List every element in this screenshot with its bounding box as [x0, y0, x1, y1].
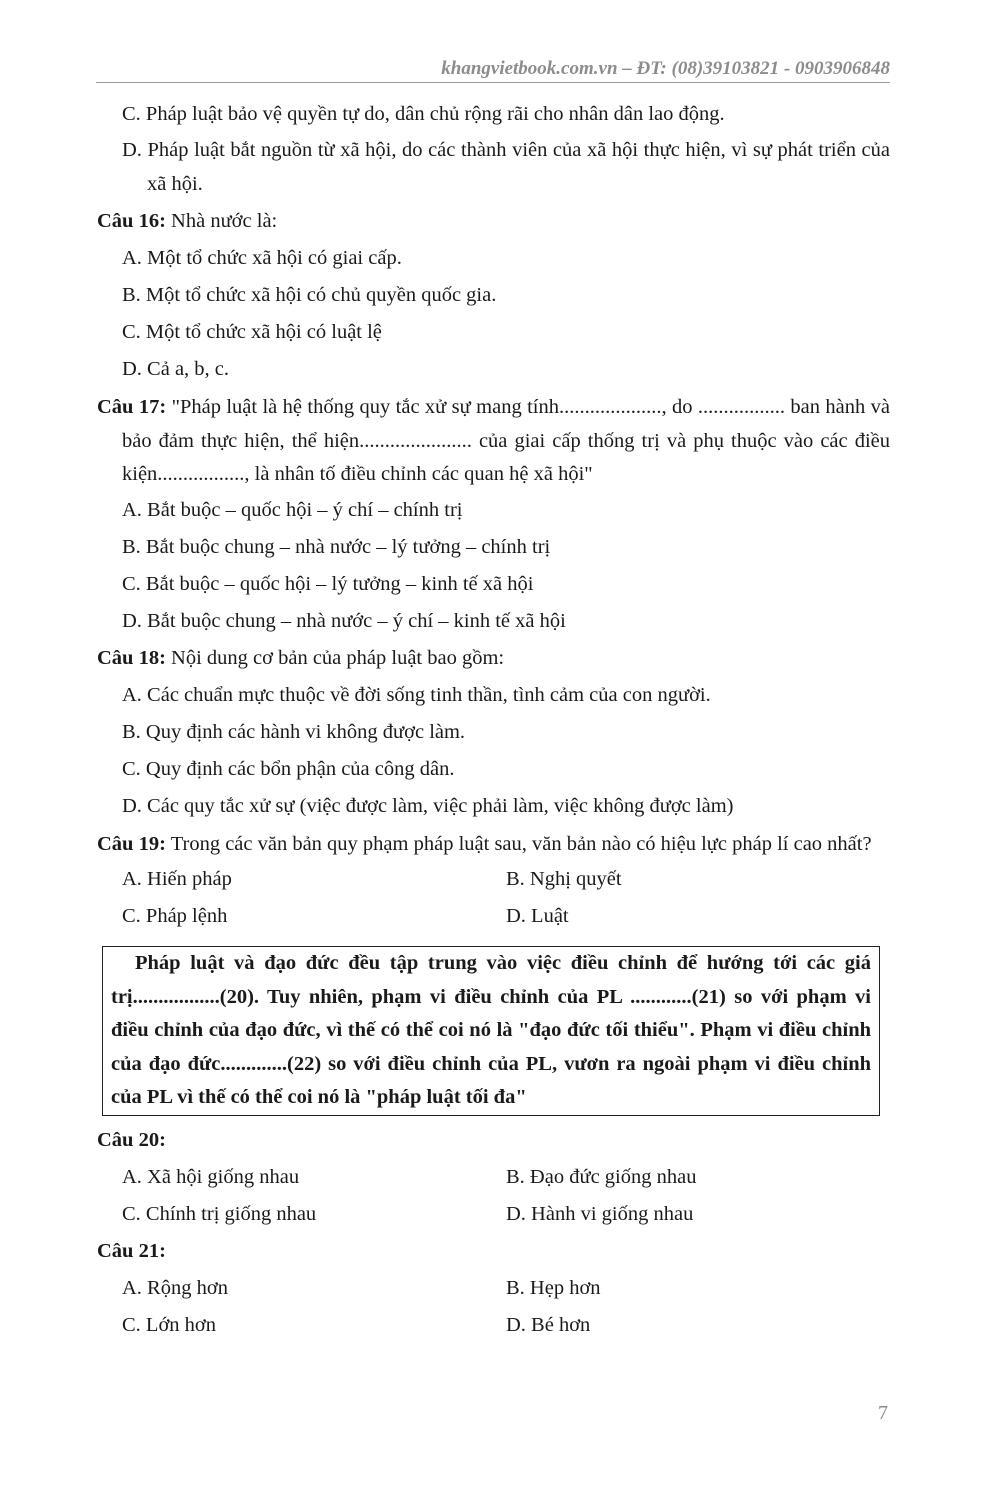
q18-question: [97, 640, 890, 677]
q20-question: [97, 1122, 890, 1159]
q19-label: Câu 19:: [97, 832, 166, 855]
q16-label: Câu 16:: [97, 210, 166, 232]
q18-option-c: C. Quy định các bổn phận của công dân.: [122, 757, 455, 780]
q18-option-a: A. Các chuẩn mực thuộc về đời sống tinh thần, tình cảm của con người.: [122, 683, 711, 706]
q19-text: Trong các văn bản quy phạm pháp luật sau, văn bản nào có hiệu lực pháp lí cao nhất?: [170, 832, 872, 855]
q21-option-c: C. Lớn hơn: [122, 1313, 217, 1336]
header-divider: [96, 82, 890, 83]
q17-text: "Pháp luật là hệ thống quy tắc xử sự mang tính...................., do ................. ban hành và bảo đảm thực hiện, thể hiện...................... của giai cấp thống trị và phụ thuộc vào các điều kiện................., là nhân tố điều chỉnh các quan hệ xã hội": [122, 396, 891, 485]
q20-option-c: C. Chính trị giống nhau: [122, 1202, 317, 1225]
q18-text: Nội dung cơ bản của pháp luật bao gồm:: [171, 646, 505, 669]
q19-question: [97, 825, 890, 862]
q20-options-row-2: [97, 1196, 890, 1233]
q21-label: Câu 21:: [97, 1239, 166, 1262]
q16-option-d: D. Cả a, b, c.: [122, 358, 230, 380]
q19-options-row-1: [97, 861, 890, 898]
q15-option-d: [97, 133, 890, 203]
q17-option-d: D. Bắt buộc chung – nhà nước – ý chí – kinh tế xã hội: [122, 609, 566, 632]
q19-option-c: C. Pháp lệnh: [122, 905, 228, 927]
q21-question: [97, 1233, 890, 1270]
q17-question: [97, 388, 890, 492]
q16-text: Nhà nước là:: [171, 210, 278, 232]
q16-option-b: B. Một tổ chức xã hội có chủ quyền quốc gia.: [122, 284, 497, 306]
q21-option-d: D. Bé hơn: [506, 1313, 591, 1336]
reading-passage-box: [102, 946, 880, 1116]
q20-option-d: D. Hành vi giống nhau: [506, 1202, 694, 1225]
q20-label: Câu 20:: [97, 1128, 166, 1151]
q21-options-row-2: [97, 1307, 890, 1344]
q16-question: [97, 203, 890, 240]
q20-options-row-1: [97, 1159, 890, 1196]
q16-option-c: C. Một tổ chức xã hội có luật lệ: [122, 321, 382, 343]
page-header: khangvietbook.com.vn – ĐT: (08)39103821 - 0903906848: [441, 58, 890, 79]
q19-options-row-2: [97, 898, 890, 935]
q21-option-b: B. Hẹp hơn: [506, 1276, 601, 1299]
reading-passage-text: Pháp luật và đạo đức đều tập trung vào việc điều chỉnh để hướng tới các giá trị.................(20). Tuy nhiên, phạm vi điều chỉnh của PL ............(21) so với phạm vi điều chỉnh của đạo đức, vì thế có thể coi nó là "đạo đức tối thiểu". Phạm vi điều chỉnh của đạo đức.............(22) so với điều chỉnh của PL, vươn ra ngoài phạm vi điều chỉnh của PL vì thế có thể coi nó là "pháp luật tối đa": [111, 952, 871, 1109]
q20-option-a: A. Xã hội giống nhau: [122, 1165, 300, 1188]
q17-option-b: B. Bắt buộc chung – nhà nước – lý tưởng – chính trị: [122, 535, 551, 558]
q19-option-b: B. Nghị quyết: [506, 868, 622, 890]
q17-option-a: A. Bắt buộc – quốc hội – ý chí – chính trị: [122, 498, 463, 521]
q15-option-c: C. Pháp luật bảo vệ quyền tự do, dân chủ rộng rãi cho nhân dân lao động.: [122, 103, 725, 125]
q18-label: Câu 18:: [97, 646, 166, 669]
q20-option-b: B. Đạo đức giống nhau: [506, 1165, 697, 1188]
page-content: [97, 96, 890, 1344]
q16-option-a: A. Một tổ chức xã hội có giai cấp.: [122, 247, 402, 269]
q17-label: Câu 17:: [97, 396, 167, 418]
q15-option-d-text: D. Pháp luật bắt nguồn từ xã hội, do các thành viên của xã hội thực hiện, vì sự phát triển của xã hội.: [122, 139, 890, 195]
q21-options-row-1: [97, 1270, 890, 1307]
q17-option-c: C. Bắt buộc – quốc hội – lý tưởng – kinh tế xã hội: [122, 572, 534, 595]
q21-option-a: A. Rộng hơn: [122, 1276, 228, 1299]
q18-option-d: D. Các quy tắc xử sự (việc được làm, việc phải làm, việc không được làm): [122, 794, 734, 817]
q19-option-a: A. Hiến pháp: [122, 868, 232, 890]
q19-option-d: D. Luật: [506, 905, 569, 927]
q18-option-b: B. Quy định các hành vi không được làm.: [122, 720, 466, 743]
page-number: 7: [878, 1402, 888, 1424]
